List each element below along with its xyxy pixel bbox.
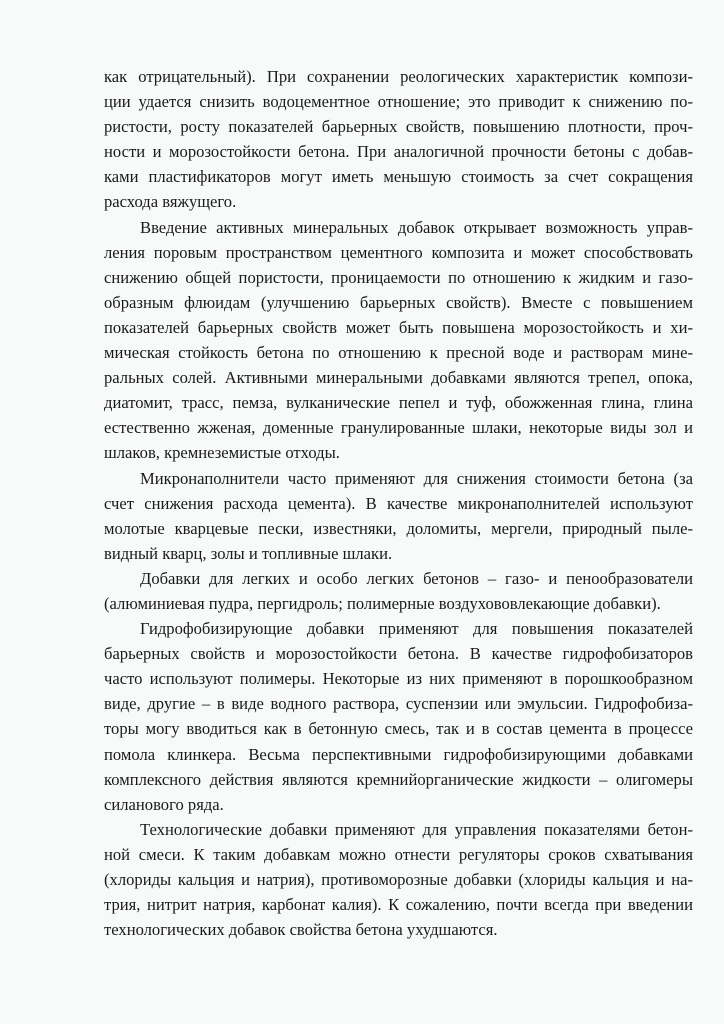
text-line: часто используют полимеры. Некоторые из них применяют в порошкообразном [104, 669, 693, 689]
text-line: барьерных свойств и морозостойкости бетона. В качестве гидрофобизаторов [104, 644, 693, 664]
text-line: счет снижения расхода цемента). В качестве микронаполнителей используют [104, 493, 693, 513]
text-line: ральных солей. Активными минеральными добавками являются трепел, опока, [104, 368, 693, 388]
text-line: трия, нитрит натрия, карбонат калия). К сожалению, почти всегда при введении [104, 895, 693, 915]
paragraph-plasticizers-end [104, 64, 693, 215]
text-line: расхода вяжущего. [104, 192, 237, 212]
text-line: ристости, росту показателей барьерных свойств, повышению плотности, проч- [104, 117, 693, 137]
paragraph-active-mineral-additives [104, 215, 693, 466]
text-line: видный кварц, золы и топливные шлаки. [104, 543, 393, 563]
text-line: ками пластификаторов могут иметь меньшую стоимость за счет сокращения [104, 167, 693, 187]
text-line: технологических добавок свойства бетона ухудшаются. [104, 920, 498, 940]
text-line: комплексного действия являются кремнийорганические жидкости – олигомеры [104, 769, 693, 789]
text-line: естественно жженая, доменные гранулированные шлаки, некоторые виды зол и [104, 418, 693, 438]
paragraph-microfillers [104, 466, 693, 566]
text-line: (алюминиевая пудра, пергидроль; полимерные воздухововлекающие добавки). [104, 593, 661, 613]
text-line: шлаков, кремнеземистые отходы. [104, 443, 340, 463]
paragraph-lightweight-concrete-additives [104, 566, 693, 616]
text-line: ления поровым пространством цементного композита и может способствовать [104, 242, 693, 262]
text-line: мическая стойкость бетона по отношению к пресной воде и растворам мине- [104, 343, 693, 363]
text-line: диатомит, трасс, пемза, вулканические пепел и туф, обожженная глина, глина [104, 393, 693, 413]
paragraph-technological-additives [104, 817, 693, 942]
text-line: Микронаполнители часто применяют для снижения стоимости бетона (за [140, 468, 693, 488]
paragraph-hydrophobic-additives [104, 616, 693, 817]
text-line: Технологические добавки применяют для управления показателями бетон- [140, 819, 693, 839]
text-line: молотые кварцевые пески, известняки, доломиты, мергели, природный пыле- [104, 518, 693, 538]
text-line: ности и морозостойкости бетона. При аналогичной прочности бетоны с добав- [104, 142, 693, 162]
text-line: силанового ряда. [104, 794, 224, 814]
text-line: ции удается снизить водоцементное отношение; это приводит к снижению по- [104, 92, 693, 112]
document-page [104, 64, 693, 942]
text-line: торы могу вводиться как в бетонную смесь, так и в состав цемента в процессе [104, 719, 693, 739]
text-line: как отрицательный). При сохранении реологических характеристик компози- [104, 67, 693, 86]
text-line: (хлориды кальция и натрия), противоморозные добавки (хлориды кальция и на- [104, 870, 693, 889]
text-line: снижению общей пористости, проницаемости по отношению к жидким и газо- [104, 267, 693, 287]
text-line: ной смеси. К таким добавкам можно отнести регуляторы сроков схватывания [104, 844, 693, 864]
text-line: образным флюидам (улучшению барьерных свойств). Вместе с повышением [104, 292, 693, 312]
text-line: показателей барьерных свойств может быть повышена морозостойкость и хи- [104, 317, 693, 337]
text-line: виде, другие – в виде водного раствора, суспензии или эмульсии. Гидрофобиза- [104, 694, 693, 714]
text-line: Добавки для легких и особо легких бетонов – газо- и пенообразователи [140, 568, 693, 588]
text-line: помола клинкера. Весьма перспективными гидрофобизирующими добавками [104, 744, 693, 764]
text-line: Гидрофобизирующие добавки применяют для повышения показателей [140, 619, 693, 639]
text-line: Введение активных минеральных добавок открывает возможность управ- [140, 217, 693, 237]
